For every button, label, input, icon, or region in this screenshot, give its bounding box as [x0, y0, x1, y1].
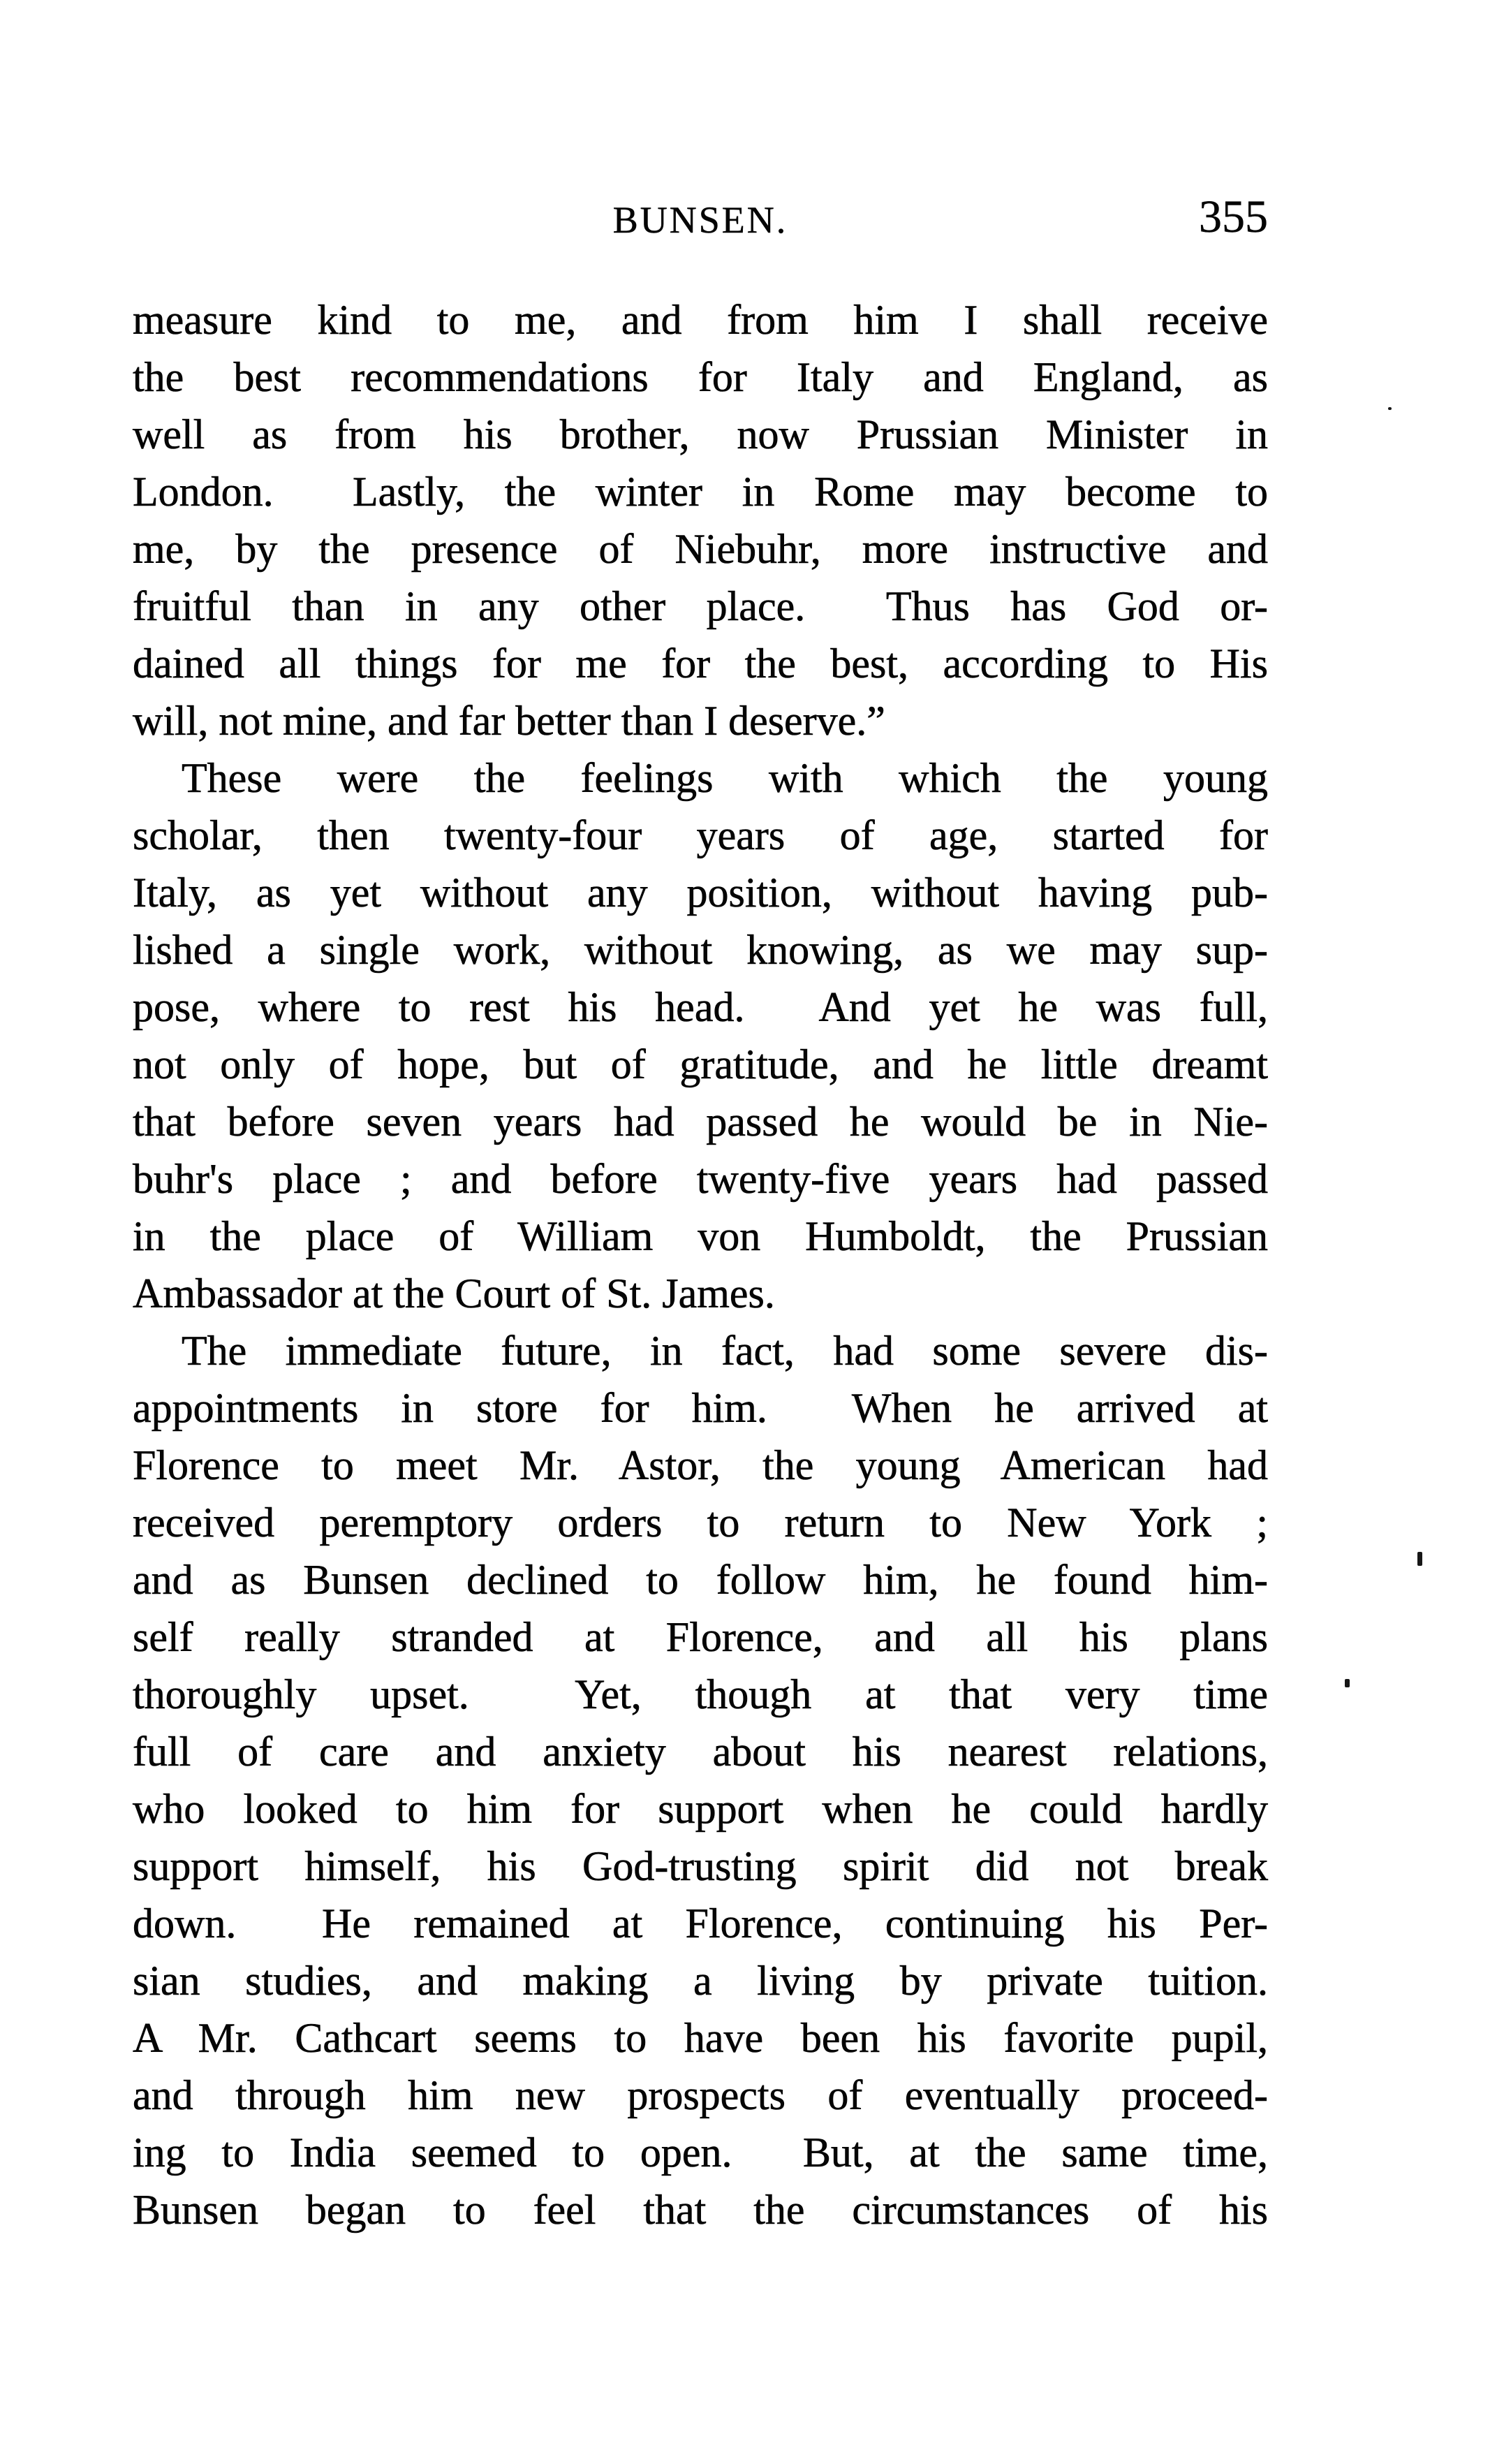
text-line: well as from his brother, now Prussian Minister in: [133, 411, 1268, 457]
text-line: Florence to meet Mr. Astor, the young American had: [133, 1442, 1268, 1488]
text-line: lished a single work, without knowing, as we may sup-: [133, 927, 1268, 973]
text-line: sian studies, and making a living by private tuition.: [133, 1958, 1268, 2004]
text-line: thoroughly upset. Yet, though at that very time: [133, 1671, 1268, 1717]
text-line: that before seven years had passed he would be in Nie-: [133, 1099, 1268, 1145]
text-line: A Mr. Cathcart seems to have been his favorite pupil,: [133, 2015, 1268, 2061]
text-line: not only of hope, but of gratitude, and he little dreamt: [133, 1041, 1268, 1087]
text-line: measure kind to me, and from him I shall receive: [133, 297, 1268, 343]
scan-speck: [1388, 407, 1392, 410]
body-text: [133, 291, 1268, 2238]
text-line: buhr's place ; and before twenty-five years had passed: [133, 1156, 1268, 1202]
text-line: who looked to him for support when he could hardly: [133, 1786, 1268, 1832]
text-line: fruitful than in any other place. Thus has God or-: [133, 583, 1268, 629]
text-line: received peremptory orders to return to New York ;: [133, 1499, 1268, 1546]
page-number: 355: [1199, 191, 1268, 242]
text-line: will, not mine, and far better than I deserve.”: [133, 698, 885, 744]
paragraph: [133, 1322, 1268, 2238]
text-line: scholar, then twenty-four years of age, started for: [133, 812, 1268, 858]
text-line: pose, where to rest his head. And yet he was full,: [133, 984, 1268, 1030]
text-line: Bunsen began to feel that the circumstances of his: [133, 2187, 1268, 2233]
text-line: the best recommendations for Italy and England, as: [133, 354, 1268, 400]
text-line: in the place of William von Humboldt, the Prussian: [133, 1213, 1268, 1259]
paragraph: [133, 291, 1268, 749]
text-line: me, by the presence of Niebuhr, more instructive and: [133, 526, 1268, 572]
text-line: self really stranded at Florence, and all his plans: [133, 1614, 1268, 1660]
text-line: and through him new prospects of eventually proceed-: [133, 2072, 1268, 2118]
scan-speck: [1345, 1679, 1350, 1687]
text-line: Italy, as yet without any position, without having pub-: [133, 870, 1268, 916]
text-line: full of care and anxiety about his nearest relations,: [133, 1729, 1268, 1775]
running-title: BUNSEN.: [612, 199, 788, 241]
text-line: appointments in store for him. When he arrived at: [133, 1385, 1268, 1431]
scan-speck: [1417, 1552, 1422, 1566]
text-line: and as Bunsen declined to follow him, he found him-: [133, 1557, 1268, 1603]
text-line: dained all things for me for the best, according to His: [133, 640, 1268, 687]
text-line: London. Lastly, the winter in Rome may become to: [133, 469, 1268, 515]
text-line: down. He remained at Florence, continuing his Per-: [133, 1900, 1268, 1946]
page-header: [133, 191, 1268, 242]
text-line: support himself, his God-trusting spirit did not break: [133, 1843, 1268, 1889]
text-line: Ambassador at the Court of St. James.: [133, 1270, 775, 1317]
text-line: These were the feelings with which the young: [182, 755, 1268, 801]
text-line: The immediate future, in fact, had some severe dis-: [182, 1328, 1268, 1374]
paragraph: [133, 749, 1268, 1322]
text-line: ing to India seemed to open. But, at the same time,: [133, 2129, 1268, 2176]
